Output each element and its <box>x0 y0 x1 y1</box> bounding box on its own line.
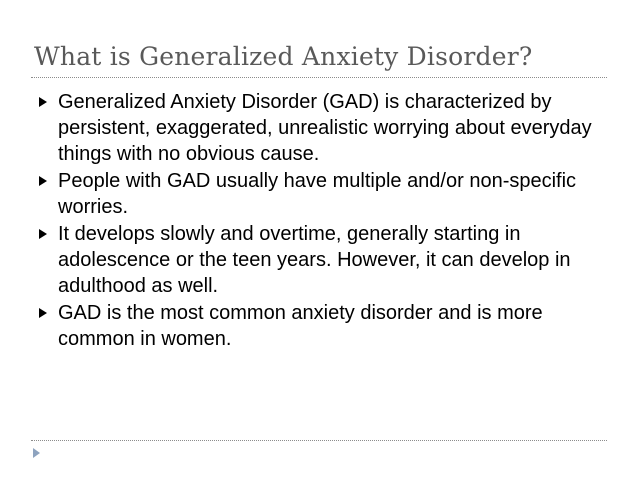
footer-divider <box>31 440 607 441</box>
bullet-text: Generalized Anxiety Disorder (GAD) is characterized by persistent, exaggerated, unrealistic worrying about everyday things with no obvious cause. <box>58 91 592 165</box>
bullet-item <box>36 300 608 352</box>
bullet-text: GAD is the most common anxiety disorder and is more common in women. <box>58 302 543 350</box>
bullet-item <box>36 89 608 167</box>
triangle-bullet-icon <box>39 308 47 318</box>
bullet-list <box>36 89 608 353</box>
triangle-bullet-icon <box>39 97 47 107</box>
triangle-arrow-icon <box>33 448 40 458</box>
slide-title: What is Generalized Anxiety Disorder? <box>34 42 533 71</box>
bullet-text: People with GAD usually have multiple and/or non-specific worries. <box>58 170 577 218</box>
bullet-item <box>36 221 608 299</box>
title-divider <box>31 77 607 78</box>
bullet-text: It develops slowly and overtime, generally starting in adolescence or the teen years. However, it can develop in adulthood as well. <box>58 223 571 297</box>
bullet-item <box>36 168 608 220</box>
triangle-bullet-icon <box>39 176 47 186</box>
triangle-bullet-icon <box>39 229 47 239</box>
